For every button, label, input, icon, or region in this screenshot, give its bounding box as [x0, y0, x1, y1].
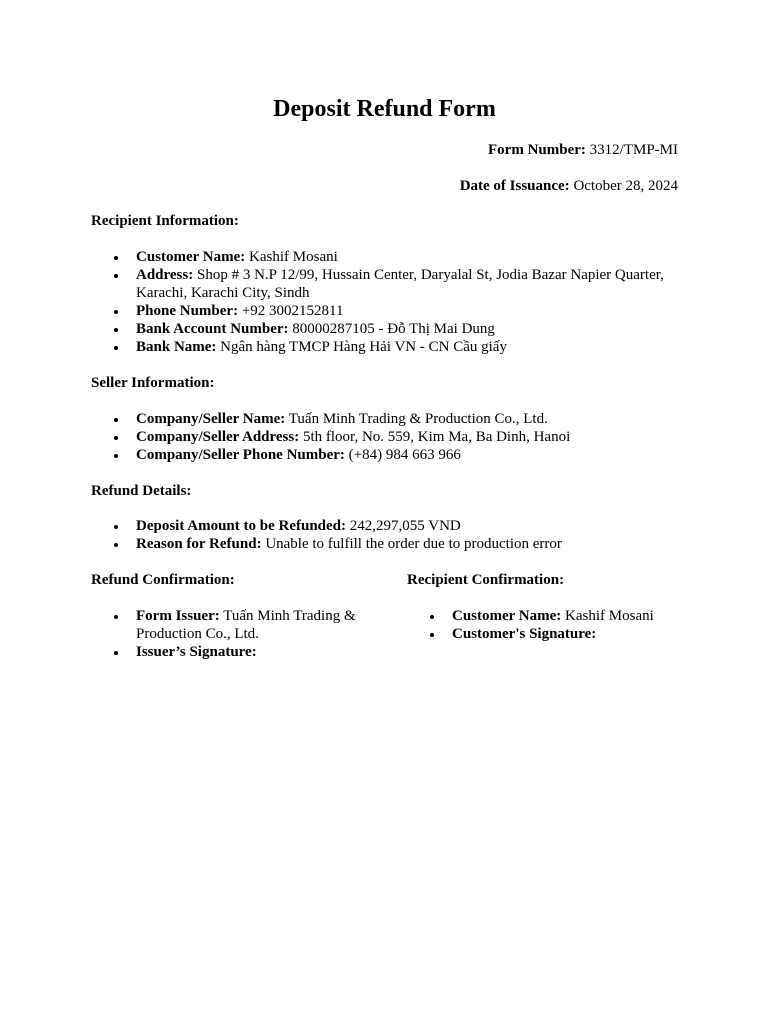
- refund-confirmation-column: [91, 571, 381, 661]
- form-number-value: 3312/TMP-MI: [589, 142, 678, 158]
- list-item-confirmation-customer-name: [452, 607, 678, 625]
- form-issuer-value: Tuấn Minh Trading & Production Co., Ltd.: [136, 608, 356, 642]
- issuer-signature-label: Issuer’s Signature:: [136, 644, 257, 660]
- seller-address-value: 5th floor, No. 559, Kim Ma, Ba Dinh, Hanoi: [302, 429, 571, 445]
- seller-information-list: [91, 410, 678, 464]
- confirmation-customer-name-label: Customer Name:: [452, 608, 562, 624]
- recipient-information-heading: Recipient Information:: [91, 213, 239, 229]
- phone-number-label: Phone Number:: [136, 303, 239, 319]
- recipient-confirmation-column: [407, 571, 678, 643]
- customer-name-label: Customer Name:: [136, 249, 246, 265]
- list-item-phone-number: [136, 302, 678, 320]
- form-number-label: Form Number:: [488, 142, 586, 158]
- page-title: Deposit Refund Form: [273, 96, 496, 122]
- list-item-bank-account: [136, 320, 678, 338]
- seller-name-value: Tuấn Minh Trading & Production Co., Ltd.: [288, 411, 548, 427]
- refund-confirmation-heading: Refund Confirmation:: [91, 572, 235, 588]
- date-of-issuance-label: Date of Issuance:: [459, 178, 570, 194]
- bank-name-value: Ngân hàng TMCP Hàng Hải VN - CN Cầu giấy: [220, 339, 507, 355]
- customer-name-value: Kashif Mosani: [249, 249, 338, 265]
- seller-phone-value: (+84) 984 663 966: [348, 447, 461, 463]
- refund-amount-value: 242,297,055 VND: [349, 518, 461, 534]
- list-item-bank-name: [136, 338, 678, 356]
- date-of-issuance-line: [91, 177, 678, 195]
- seller-name-label: Company/Seller Name:: [136, 411, 286, 427]
- refund-reason-value: Unable to fulfill the order due to production error: [265, 536, 562, 552]
- list-item-refund-reason: [136, 535, 678, 553]
- bank-account-value: 80000287105 - Đỗ Thị Mai Dung: [292, 321, 495, 337]
- refund-confirmation-list: [91, 607, 381, 661]
- address-label: Address:: [136, 267, 194, 283]
- form-issuer-label: Form Issuer:: [136, 608, 220, 624]
- refund-details-list: [91, 517, 678, 553]
- form-number-line: [91, 141, 678, 159]
- list-item-seller-address: [136, 428, 678, 446]
- seller-information-heading: Seller Information:: [91, 375, 215, 391]
- refund-amount-label: Deposit Amount to be Refunded:: [136, 518, 347, 534]
- customer-signature-label: Customer's Signature:: [452, 626, 597, 642]
- phone-number-value: +92 3002152811: [241, 303, 344, 319]
- address-value: Shop # 3 N.P 12/99, Hussain Center, Daryalal St, Jodia Bazar Napier Quarter, Karachi, Karachi City, Sindh: [136, 267, 664, 301]
- list-item-address: [136, 266, 678, 302]
- refund-details-heading: Refund Details:: [91, 483, 192, 499]
- seller-phone-label: Company/Seller Phone Number:: [136, 447, 345, 463]
- list-item-customer-signature: [452, 625, 678, 643]
- seller-address-label: Company/Seller Address:: [136, 429, 300, 445]
- confirmation-customer-name-value: Kashif Mosani: [565, 608, 654, 624]
- bank-name-label: Bank Name:: [136, 339, 217, 355]
- list-item-customer-name: [136, 248, 678, 266]
- list-item-issuer-signature: [136, 643, 381, 661]
- list-item-seller-name: [136, 410, 678, 428]
- date-of-issuance-value: October 28, 2024: [573, 178, 678, 194]
- recipient-confirmation-list: [407, 607, 678, 643]
- list-item-refund-amount: [136, 517, 678, 535]
- refund-reason-label: Reason for Refund:: [136, 536, 262, 552]
- list-item-seller-phone: [136, 446, 678, 464]
- bank-account-label: Bank Account Number:: [136, 321, 289, 337]
- list-item-form-issuer: [136, 607, 381, 643]
- recipient-confirmation-heading: Recipient Confirmation:: [407, 572, 565, 588]
- recipient-information-list: [91, 248, 678, 356]
